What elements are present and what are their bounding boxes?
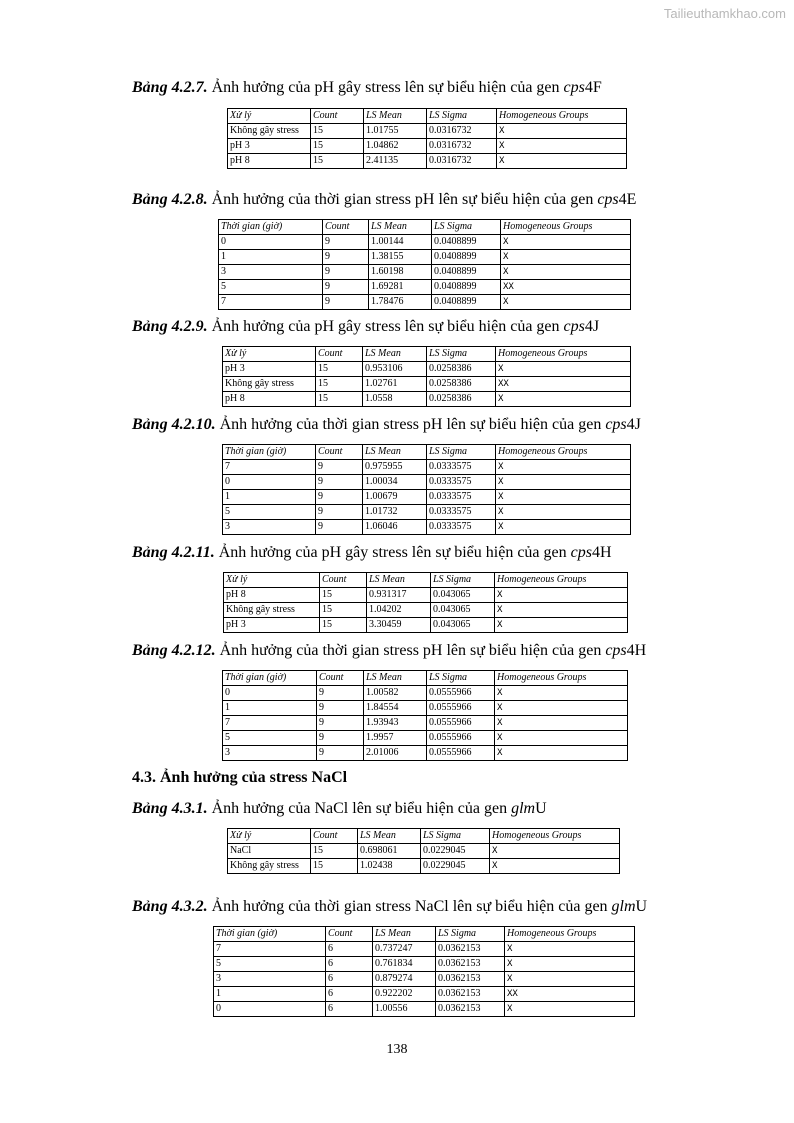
ls-sigma-cell: 0.0555966 — [427, 746, 495, 761]
caption-label: Bảng 4.2.12. — [132, 642, 216, 659]
ls-sigma-cell: 0.0555966 — [427, 701, 495, 716]
header-row — [223, 445, 631, 460]
groups-cell: X — [501, 250, 631, 265]
count-cell: 9 — [316, 520, 363, 535]
treatment-cell: pH 8 — [228, 154, 311, 169]
ls-mean-cell: 0.737247 — [373, 942, 436, 957]
count-cell: 15 — [311, 859, 358, 874]
groups-cell: X — [496, 475, 631, 490]
treatment-cell: 7 — [219, 295, 323, 310]
caption-text: Ảnh hưởng của thời gian stress NaCl lên sự biểu hiện của gen — [207, 898, 612, 915]
treatment-header: Xử lý — [224, 573, 320, 588]
ls-sigma-cell: 0.043065 — [431, 603, 495, 618]
ls-sigma-cell: 0.0362153 — [436, 972, 505, 987]
count-header: Count — [316, 445, 363, 460]
table-row — [214, 972, 635, 987]
ls-sigma-cell: 0.043065 — [431, 588, 495, 603]
groups-cell: X — [495, 716, 628, 731]
groups-header: Homogeneous Groups — [497, 109, 627, 124]
treatment-cell: Không gây stress — [228, 124, 311, 139]
count-cell: 15 — [316, 392, 363, 407]
ls-sigma-cell: 0.0333575 — [427, 490, 496, 505]
count-cell: 9 — [323, 265, 369, 280]
ls-sigma-cell: 0.0333575 — [427, 460, 496, 475]
ls-mean-cell: 1.02438 — [358, 859, 421, 874]
ls-mean-cell: 1.01732 — [363, 505, 427, 520]
table-row — [223, 377, 631, 392]
caption-label: Bảng 4.3.2. — [132, 898, 208, 915]
gene-suffix: U — [535, 800, 547, 817]
table-4-2-8 — [218, 219, 631, 310]
table-row — [223, 701, 628, 716]
caption-text: Ảnh hưởng của NaCl lên sự biểu hiện của gen — [207, 800, 512, 817]
table-row — [219, 295, 631, 310]
groups-cell: X — [495, 731, 628, 746]
caption-text: Ảnh hưởng của thời gian stress pH lên sự biểu hiện của gen — [207, 191, 598, 208]
caption-text: Ảnh hưởng của pH gây stress lên sự biểu hiện của gen — [207, 318, 564, 335]
caption-label: Bảng 4.2.9. — [132, 318, 208, 335]
groups-cell: XX — [501, 280, 631, 295]
groups-cell: X — [505, 942, 635, 957]
gene-italic: cps — [605, 416, 627, 433]
treatment-cell: 5 — [214, 957, 326, 972]
treatment-cell: 5 — [223, 505, 316, 520]
ls-mean-cell: 0.922202 — [373, 987, 436, 1002]
ls-sigma-cell: 0.0408899 — [432, 280, 501, 295]
ls-sigma-cell: 0.0333575 — [427, 520, 496, 535]
treatment-header: Thời gian (giờ) — [223, 445, 316, 460]
gene-italic: cps — [570, 544, 592, 561]
table-row — [214, 1002, 635, 1017]
caption-4-2-12 — [132, 642, 646, 660]
count-cell: 9 — [317, 686, 364, 701]
count-cell: 6 — [326, 957, 373, 972]
ls-sigma-cell: 0.0408899 — [432, 265, 501, 280]
ls-sigma-cell: 0.0258386 — [427, 377, 496, 392]
header-row — [223, 671, 628, 686]
groups-cell: XX — [505, 987, 635, 1002]
caption-label: Bảng 4.2.11. — [132, 544, 215, 561]
count-cell: 9 — [323, 250, 369, 265]
ls-mean-header: LS Mean — [358, 829, 421, 844]
treatment-cell: Không gây stress — [223, 377, 316, 392]
ls-sigma-cell: 0.0408899 — [432, 295, 501, 310]
ls-mean-header: LS Mean — [363, 445, 427, 460]
count-cell: 15 — [320, 588, 367, 603]
ls-mean-cell: 1.01755 — [364, 124, 427, 139]
groups-header: Homogeneous Groups — [496, 445, 631, 460]
ls-sigma-cell: 0.0408899 — [432, 235, 501, 250]
table-4-2-11 — [223, 572, 628, 633]
table-4-2-12 — [222, 670, 628, 761]
table-row — [223, 505, 631, 520]
count-cell: 15 — [316, 377, 363, 392]
treatment-cell: 0 — [223, 686, 317, 701]
ls-mean-header: LS Mean — [369, 220, 432, 235]
treatment-cell: 0 — [214, 1002, 326, 1017]
ls-mean-cell: 1.04862 — [364, 139, 427, 154]
groups-cell: X — [495, 588, 628, 603]
table-row — [219, 235, 631, 250]
caption-4-2-10 — [132, 416, 641, 434]
treatment-cell: 5 — [219, 280, 323, 295]
table-4-3-1 — [227, 828, 620, 874]
gene-suffix: 4E — [618, 191, 637, 208]
table-row — [228, 154, 627, 169]
groups-cell: X — [497, 124, 627, 139]
table-row — [223, 686, 628, 701]
ls-sigma-cell: 0.0333575 — [427, 505, 496, 520]
caption-4-3-2 — [132, 898, 647, 916]
table-4-2-10 — [222, 444, 631, 535]
ls-mean-cell: 1.02761 — [363, 377, 427, 392]
groups-cell: X — [496, 520, 631, 535]
treatment-cell: 3 — [214, 972, 326, 987]
caption-text: Ảnh hưởng của thời gian stress pH lên sự biểu hiện của gen — [215, 416, 606, 433]
gene-italic: cps — [597, 191, 619, 208]
treatment-header: Thời gian (giờ) — [219, 220, 323, 235]
ls-sigma-cell: 0.0258386 — [427, 392, 496, 407]
treatment-header: Thời gian (giờ) — [223, 671, 317, 686]
treatment-cell: Không gây stress — [224, 603, 320, 618]
table-row — [214, 957, 635, 972]
table-4-3-2 — [213, 926, 635, 1017]
ls-sigma-cell: 0.0229045 — [421, 859, 490, 874]
ls-mean-cell: 0.698061 — [358, 844, 421, 859]
table-row — [224, 618, 628, 633]
gene-italic: cps — [605, 642, 627, 659]
ls-sigma-header: LS Sigma — [427, 445, 496, 460]
ls-sigma-header: LS Sigma — [427, 347, 496, 362]
ls-sigma-cell: 0.0362153 — [436, 957, 505, 972]
ls-sigma-header: LS Sigma — [427, 671, 495, 686]
treatment-cell: 0 — [223, 475, 316, 490]
count-header: Count — [323, 220, 369, 235]
groups-cell: X — [496, 392, 631, 407]
count-header: Count — [320, 573, 367, 588]
treatment-cell: pH 8 — [224, 588, 320, 603]
treatment-cell: 7 — [223, 460, 316, 475]
count-cell: 15 — [320, 603, 367, 618]
count-cell: 6 — [326, 1002, 373, 1017]
count-cell: 6 — [326, 987, 373, 1002]
treatment-header: Thời gian (giờ) — [214, 927, 326, 942]
table-row — [223, 520, 631, 535]
table-row — [228, 844, 620, 859]
ls-sigma-header: LS Sigma — [427, 109, 497, 124]
treatment-cell: 3 — [223, 746, 317, 761]
count-header: Count — [311, 109, 364, 124]
count-cell: 6 — [326, 972, 373, 987]
groups-cell: X — [497, 139, 627, 154]
gene-italic: glm — [511, 800, 536, 817]
ls-mean-cell: 0.975955 — [363, 460, 427, 475]
treatment-header: Xử lý — [228, 109, 311, 124]
ls-sigma-header: LS Sigma — [421, 829, 490, 844]
ls-mean-cell: 1.06046 — [363, 520, 427, 535]
groups-cell: X — [505, 957, 635, 972]
ls-mean-cell: 2.41135 — [364, 154, 427, 169]
ls-sigma-cell: 0.0333575 — [427, 475, 496, 490]
treatment-cell: 1 — [223, 490, 316, 505]
count-cell: 9 — [316, 490, 363, 505]
ls-sigma-cell: 0.0229045 — [421, 844, 490, 859]
table-row — [223, 716, 628, 731]
ls-sigma-cell: 0.0408899 — [432, 250, 501, 265]
treatment-header: Xử lý — [228, 829, 311, 844]
count-header: Count — [311, 829, 358, 844]
groups-cell: XX — [496, 377, 631, 392]
count-cell: 15 — [311, 124, 364, 139]
ls-sigma-header: LS Sigma — [436, 927, 505, 942]
ls-mean-header: LS Mean — [363, 347, 427, 362]
ls-mean-cell: 1.00034 — [363, 475, 427, 490]
treatment-cell: 0 — [219, 235, 323, 250]
ls-mean-cell: 1.9957 — [364, 731, 427, 746]
ls-mean-header: LS Mean — [367, 573, 431, 588]
table-row — [223, 475, 631, 490]
ls-mean-cell: 1.38155 — [369, 250, 432, 265]
gene-suffix: 4J — [626, 416, 641, 433]
treatment-cell: 1 — [219, 250, 323, 265]
ls-mean-cell: 1.69281 — [369, 280, 432, 295]
ls-mean-cell: 0.931317 — [367, 588, 431, 603]
header-row — [223, 347, 631, 362]
treatment-cell: 5 — [223, 731, 317, 746]
ls-mean-cell: 1.00144 — [369, 235, 432, 250]
ls-sigma-cell: 0.0555966 — [427, 716, 495, 731]
gene-italic: cps — [563, 79, 585, 96]
groups-cell: X — [496, 505, 631, 520]
table-4-2-9 — [222, 346, 631, 407]
gene-suffix: 4J — [584, 318, 600, 335]
groups-header: Homogeneous Groups — [490, 829, 620, 844]
groups-cell: X — [490, 844, 620, 859]
count-cell: 15 — [311, 154, 364, 169]
treatment-cell: NaCl — [228, 844, 311, 859]
header-row — [228, 829, 620, 844]
table-row — [214, 987, 635, 1002]
groups-cell: X — [495, 746, 628, 761]
groups-cell: X — [495, 603, 628, 618]
treatment-cell: Không gây stress — [228, 859, 311, 874]
groups-cell: X — [496, 362, 631, 377]
table-row — [223, 490, 631, 505]
watermark: Tailieuthamkhao.com — [663, 6, 786, 21]
ls-mean-cell: 2.01006 — [364, 746, 427, 761]
caption-label: Bảng 4.2.8. — [132, 191, 208, 208]
groups-cell: X — [495, 701, 628, 716]
caption-text: Ảnh hưởng của pH gây stress lên sự biểu hiện của gen — [207, 79, 564, 96]
ls-mean-cell: 1.00679 — [363, 490, 427, 505]
treatment-cell: 3 — [223, 520, 316, 535]
treatment-cell: pH 3 — [228, 139, 311, 154]
count-cell: 9 — [316, 475, 363, 490]
treatment-cell: 7 — [223, 716, 317, 731]
ls-mean-cell: 1.84554 — [364, 701, 427, 716]
groups-cell: X — [501, 295, 631, 310]
ls-sigma-cell: 0.0362153 — [436, 987, 505, 1002]
caption-4-3-1 — [132, 800, 547, 818]
ls-mean-cell: 0.761834 — [373, 957, 436, 972]
groups-header: Homogeneous Groups — [495, 573, 628, 588]
groups-cell: X — [496, 490, 631, 505]
ls-sigma-cell: 0.0362153 — [436, 1002, 505, 1017]
treatment-cell: 1 — [223, 701, 317, 716]
groups-cell: X — [501, 235, 631, 250]
header-row — [219, 220, 631, 235]
treatment-cell: 1 — [214, 987, 326, 1002]
table-row — [219, 265, 631, 280]
count-cell: 15 — [316, 362, 363, 377]
groups-header: Homogeneous Groups — [495, 671, 628, 686]
count-cell: 9 — [323, 280, 369, 295]
ls-mean-cell: 1.0558 — [363, 392, 427, 407]
gene-suffix: U — [635, 898, 648, 915]
groups-cell: X — [505, 972, 635, 987]
ls-sigma-cell: 0.043065 — [431, 618, 495, 633]
count-cell: 9 — [316, 505, 363, 520]
ls-sigma-cell: 0.0316732 — [427, 154, 497, 169]
ls-sigma-header: LS Sigma — [431, 573, 495, 588]
caption-label: Bảng 4.2.10. — [132, 416, 216, 433]
table-row — [228, 139, 627, 154]
table-row — [219, 280, 631, 295]
caption-label: Bảng 4.2.7. — [132, 79, 208, 96]
groups-header: Homogeneous Groups — [496, 347, 631, 362]
gene-italic: cps — [563, 318, 585, 335]
table-row — [214, 942, 635, 957]
table-row — [219, 250, 631, 265]
treatment-cell: 3 — [219, 265, 323, 280]
ls-mean-cell: 1.60198 — [369, 265, 432, 280]
count-cell: 9 — [323, 295, 369, 310]
header-row — [214, 927, 635, 942]
ls-mean-header: LS Mean — [364, 109, 427, 124]
groups-cell: X — [505, 1002, 635, 1017]
count-cell: 9 — [317, 731, 364, 746]
table-row — [223, 746, 628, 761]
table-row — [223, 460, 631, 475]
ls-mean-cell: 1.00556 — [373, 1002, 436, 1017]
count-cell: 9 — [316, 460, 363, 475]
table-row — [224, 588, 628, 603]
count-cell: 9 — [317, 716, 364, 731]
table-row — [223, 392, 631, 407]
caption-text: Ảnh hưởng của pH gây stress lên sự biểu hiện của gen — [214, 544, 571, 561]
groups-header: Homogeneous Groups — [505, 927, 635, 942]
count-cell: 9 — [317, 701, 364, 716]
count-cell: 15 — [311, 139, 364, 154]
gene-suffix: 4H — [591, 544, 612, 561]
ls-sigma-cell: 0.0258386 — [427, 362, 496, 377]
table-row — [223, 362, 631, 377]
groups-cell: X — [495, 618, 628, 633]
caption-4-2-11 — [132, 544, 612, 562]
caption-4-2-9 — [132, 318, 599, 336]
page-number: 138 — [386, 1042, 408, 1057]
ls-sigma-cell: 0.0555966 — [427, 731, 495, 746]
count-cell: 6 — [326, 942, 373, 957]
gene-suffix: 4H — [626, 642, 647, 659]
section-heading: 4.3. Ảnh hưởng của stress NaCl — [132, 769, 348, 786]
table-row — [228, 859, 620, 874]
count-cell: 15 — [320, 618, 367, 633]
count-header: Count — [317, 671, 364, 686]
header-row — [228, 109, 627, 124]
ls-sigma-header: LS Sigma — [432, 220, 501, 235]
header-row — [224, 573, 628, 588]
caption-text: Ảnh hưởng của thời gian stress pH lên sự biểu hiện của gen — [215, 642, 606, 659]
table-4-2-7 — [227, 108, 627, 169]
ls-mean-cell: 1.04202 — [367, 603, 431, 618]
ls-mean-header: LS Mean — [364, 671, 427, 686]
ls-sigma-cell: 0.0316732 — [427, 139, 497, 154]
gene-italic: glm — [611, 898, 636, 915]
ls-mean-cell: 0.953106 — [363, 362, 427, 377]
ls-mean-cell: 1.78476 — [369, 295, 432, 310]
count-cell: 9 — [317, 746, 364, 761]
count-cell: 15 — [311, 844, 358, 859]
ls-sigma-cell: 0.0555966 — [427, 686, 495, 701]
ls-mean-cell: 3.30459 — [367, 618, 431, 633]
caption-4-2-8 — [132, 191, 636, 209]
treatment-cell: pH 8 — [223, 392, 316, 407]
ls-mean-header: LS Mean — [373, 927, 436, 942]
ls-sigma-cell: 0.0316732 — [427, 124, 497, 139]
groups-cell: X — [490, 859, 620, 874]
table-row — [224, 603, 628, 618]
table-row — [228, 124, 627, 139]
groups-cell: X — [497, 154, 627, 169]
table-row — [223, 731, 628, 746]
caption-label: Bảng 4.3.1. — [132, 800, 208, 817]
groups-cell: X — [501, 265, 631, 280]
count-header: Count — [316, 347, 363, 362]
treatment-cell: pH 3 — [223, 362, 316, 377]
count-header: Count — [326, 927, 373, 942]
ls-mean-cell: 1.00582 — [364, 686, 427, 701]
gene-suffix: 4F — [584, 79, 602, 96]
ls-sigma-cell: 0.0362153 — [436, 942, 505, 957]
ls-mean-cell: 0.879274 — [373, 972, 436, 987]
ls-mean-cell: 1.93943 — [364, 716, 427, 731]
groups-header: Homogeneous Groups — [501, 220, 631, 235]
caption-4-2-7 — [132, 79, 602, 97]
treatment-cell: 7 — [214, 942, 326, 957]
treatment-cell: pH 3 — [224, 618, 320, 633]
groups-cell: X — [496, 460, 631, 475]
treatment-header: Xử lý — [223, 347, 316, 362]
groups-cell: X — [495, 686, 628, 701]
count-cell: 9 — [323, 235, 369, 250]
